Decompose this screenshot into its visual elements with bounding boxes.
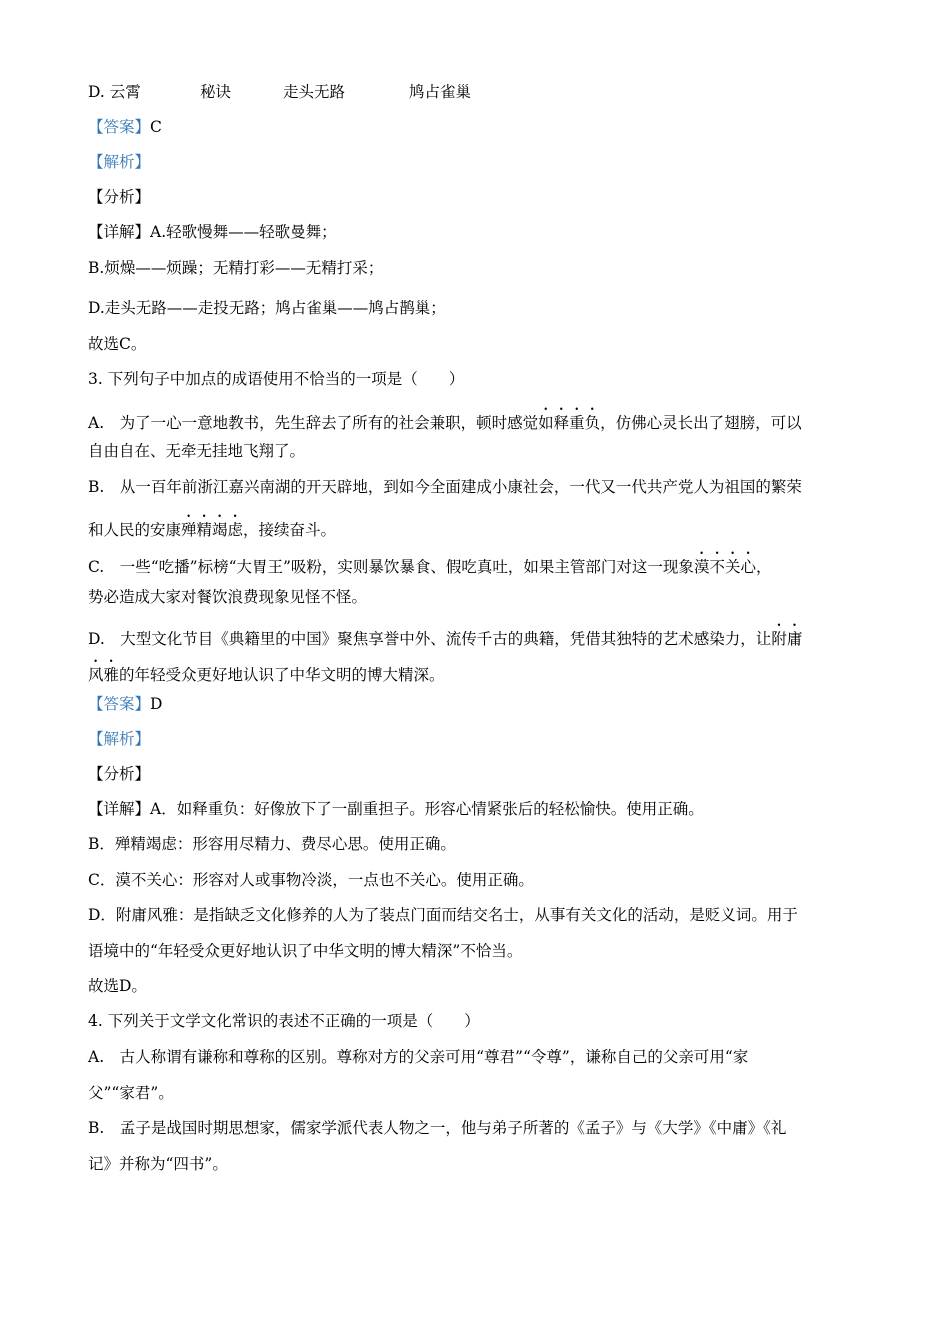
answer-tag: 【答案】 [88, 118, 151, 136]
q3-fenxi: 【分析】 [88, 765, 151, 783]
q2-detail-d: D.走头无路——走投无路；鸠占雀巢——鸠占鹊巢； [88, 299, 446, 317]
q3-option-d-line1 [88, 621, 802, 650]
option-d-word-4 [409, 81, 471, 103]
q4-option-a-line2: 父”“家君”。 [88, 1084, 174, 1102]
q3-option-c-line2: 势必造成大家对餐饮浪费现象见怪不怪。 [88, 588, 368, 606]
option-d-word-2 [200, 81, 231, 103]
q3-b-post: ，接续奋斗。 [243, 521, 337, 539]
q3-option-a-line1 [88, 405, 802, 434]
q3-detail-d-line1: D．附庸风雅：是指缺乏文化修养的人为了装点门面而结交名士，从事有关文化的活动，是贬义词。用于 [88, 906, 798, 924]
q2-conclusion: 故选C。 [88, 335, 147, 353]
detail-head: 【详解】 [88, 223, 151, 241]
q3-d-dotted-idiom-part2: 风雅 [88, 666, 120, 684]
q2-detail-a [88, 221, 337, 243]
q3-b-dotted-idiom: 殚精竭虑 [181, 521, 244, 539]
option-d-word-2-text: 秘诀 [200, 83, 232, 101]
q3-d-post: 的年轻受众更好地认识了中华文明的博大精深。 [119, 666, 445, 684]
q3-a-pre: A. 为了一心一意地教书，先生辞去了所有的社会兼职，顿时感觉 [88, 414, 539, 432]
q3-stem: 3. 下列句子中加点的成语使用不恰当的一项是（ ） [88, 370, 465, 388]
q3-detail-c: C．漠不关心：形容对人或事物冷淡，一点也不关心。使用正确。 [88, 871, 534, 889]
detail-head: 【详解】 [88, 800, 151, 818]
q3-option-b-line2 [88, 512, 336, 541]
answer-tag: 【答案】 [88, 695, 151, 713]
option-d-word-3-text: 走头无路 [283, 83, 346, 101]
q3-c-post: ， [755, 558, 772, 576]
q3-conclusion: 故选D。 [88, 977, 147, 995]
option-d-label: D. 云霄 [88, 83, 141, 101]
q3-detail-b: B．殚精竭虑：形容用尽精力、费尽心思。使用正确。 [88, 835, 456, 853]
q3-option-a-line2: 自由自在、无牵无挂地飞翔了。 [88, 442, 306, 460]
answer-value: C [150, 118, 162, 136]
q3-d-pre: D. 大型文化节目《典籍里的中国》聚焦享誉中外、流传千古的典籍，凭借其独特的艺术感染力，让 [88, 630, 772, 648]
q3-option-d-line2 [88, 657, 445, 686]
option-d-word-4-text: 鸠占雀巢 [409, 83, 472, 101]
q3-a-post: ，仿佛心灵长出了翅膀，可以 [600, 414, 802, 432]
q2-detail-b: B.烦燥——烦躁；无精打彩——无精打采； [88, 259, 384, 277]
option-d-line [88, 81, 141, 103]
option-d-word-3 [283, 81, 345, 103]
q4-stem: 4. 下列关于文学文化常识的表述不正确的一项是（ ） [88, 1012, 480, 1030]
detail-a-text: A.轻歌慢舞——轻歌曼舞； [150, 223, 337, 241]
q3-detail-a [88, 798, 704, 820]
q2-fenxi: 【分析】 [88, 188, 151, 206]
q4-option-a-line1: A. 古人称谓有谦称和尊称的区别。尊称对方的父亲可用“尊君”“令尊”，谦称自己的父亲可用“家 [88, 1048, 749, 1066]
q3-option-b-line1: B. 从一百年前浙江嘉兴南湖的开天辟地，到如今全面建成小康社会，一代又一代共产党人为祖国的繁荣 [88, 478, 802, 496]
q3-answer [88, 693, 162, 715]
q3-detail-d-line2: 语境中的“年轻受众更好地认识了中华文明的博大精深”不恰当。 [88, 942, 523, 960]
q4-option-b-line2: 记》并称为“四书”。 [88, 1155, 228, 1173]
q3-d-dotted-idiom-part1: 附庸 [771, 630, 803, 648]
q3-a-dotted-idiom: 如释重负 [538, 414, 601, 432]
answer-value: D [150, 695, 163, 713]
q3-b-pre: 和人民的安康 [88, 521, 182, 539]
detail-a-text: A．如释重负：好像放下了一副重担子。形容心情紧张后的轻松愉快。使用正确。 [150, 800, 704, 818]
q3-c-dotted-idiom: 漠不关心 [693, 558, 756, 576]
q2-analysis-tag: 【解析】 [88, 153, 151, 171]
q3-analysis-tag: 【解析】 [88, 730, 151, 748]
q2-answer [88, 116, 162, 138]
q3-c-pre: C. 一些“吃播”标榜“大胃王”吸粉，实则暴饮暴食、假吃真吐，如果主管部门对这一现象 [88, 558, 694, 576]
q4-option-b-line1: B. 孟子是战国时期思想家，儒家学派代表人物之一，他与弟子所著的《孟子》与《大学》《中庸》《礼 [88, 1119, 787, 1137]
q3-option-c-line1 [88, 549, 771, 578]
